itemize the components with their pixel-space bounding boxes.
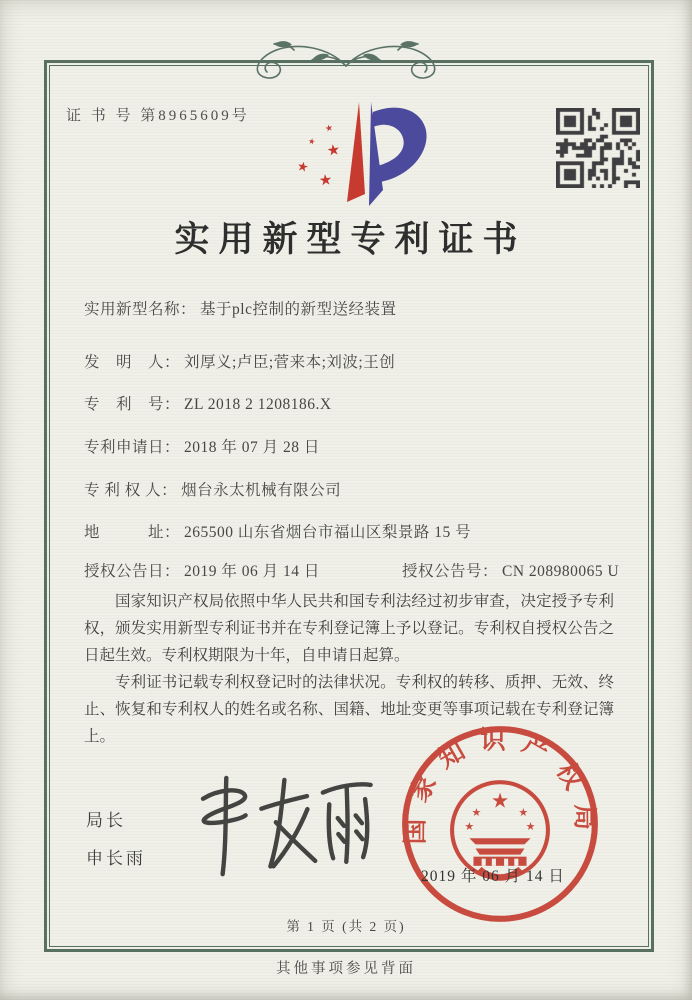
grant-number-value: CN 208980065 U xyxy=(502,563,620,580)
legal-paragraph-1: 国家知识产权局依照中华人民共和国专利法经过初步审查，决定授予专利权，颁发实用新型专利证书并在专利登记簿上予以登记。专利权自授权公告之日起生效。专利权期限为十年，自申请日起算。 xyxy=(84,593,614,664)
field-label: 专 利 权 人： xyxy=(84,482,178,499)
field-value: 刘厚义;卢臣;菅来本;刘波;王创 xyxy=(184,354,396,371)
cnipa-patent-logo xyxy=(281,98,433,208)
seal-agency-text: 国家知识产权局 xyxy=(400,725,600,845)
field-label: 发 明 人： xyxy=(84,354,181,371)
field-utility-model-name xyxy=(84,297,396,319)
field-address xyxy=(84,520,471,542)
field-application-date xyxy=(84,435,320,457)
field-value: 烟台永太机械有限公司 xyxy=(181,482,342,499)
logo-star-icon: ★ xyxy=(295,157,311,176)
field-value: ZL 2018 2 1208186.X xyxy=(184,396,332,413)
field-patent-number xyxy=(84,392,332,414)
grant-date-label: 授权公告日： xyxy=(84,563,181,580)
svg-text:★: ★ xyxy=(464,821,475,834)
legal-paragraph-2: 专利证书记载专利权登记时的法律状况。专利权的转移、质押、无效、终止、恢复和专利权人的姓名或名称、国籍、地址变更等事项记载在专利登记簿上。 xyxy=(84,674,614,745)
grant-number-label: 授权公告号： xyxy=(402,563,499,580)
grant-number-pair xyxy=(402,559,619,581)
grant-date-value: 2019 年 06 月 14 日 xyxy=(184,563,320,580)
field-label: 专 利 号： xyxy=(84,396,181,413)
logo-p-mark xyxy=(281,98,433,208)
field-value: 2018 年 07 月 28 日 xyxy=(184,439,320,456)
field-label: 专利申请日： xyxy=(84,439,181,456)
qr-code xyxy=(556,108,640,188)
svg-text:★: ★ xyxy=(525,821,536,834)
svg-text:国家知识产权局 xyxy=(400,726,599,845)
seal-date: 2019 年 06 月 14 日 xyxy=(421,868,565,885)
logo-star-icon: ★ xyxy=(318,172,334,190)
logo-star-icon: ★ xyxy=(325,142,342,160)
top-flourish-ornament xyxy=(176,36,516,86)
field-value: 基于plc控制的新型送经装置 xyxy=(200,301,397,318)
signer-block xyxy=(86,806,146,882)
official-seal xyxy=(398,722,602,926)
signer-title: 局长 xyxy=(86,811,126,830)
field-patentee xyxy=(84,478,341,500)
field-value: 265500 山东省烟台市福山区梨景路 15 号 xyxy=(184,524,472,541)
page-number: 第 1 页 (共 2 页) xyxy=(286,919,406,934)
certificate-number: 证 书 号 第8965609号 xyxy=(66,108,250,124)
svg-text:★: ★ xyxy=(471,806,482,819)
back-side-note: 其他事项参见背面 xyxy=(276,961,416,977)
field-label: 地 址： xyxy=(84,524,181,541)
signer-name: 申长雨 xyxy=(86,849,146,868)
logo-star-icon: ★ xyxy=(307,136,316,147)
logo-star-icon: ★ xyxy=(323,122,335,134)
director-signature-image xyxy=(188,769,377,883)
certificate-title: 实用新型专利证书 xyxy=(174,220,527,259)
svg-text:★: ★ xyxy=(518,806,529,819)
field-label: 实用新型名称： xyxy=(84,301,197,318)
field-grant-row xyxy=(84,559,620,581)
field-inventors xyxy=(84,350,395,372)
svg-text:★: ★ xyxy=(490,790,510,813)
